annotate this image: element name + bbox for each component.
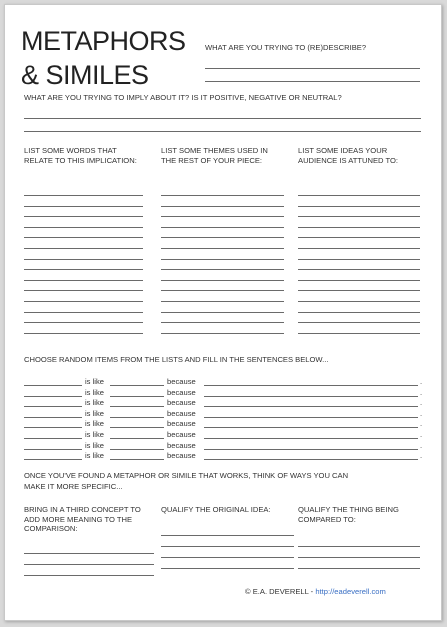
list-ideas-line[interactable] — [298, 333, 420, 334]
sentence-end-period: . — [420, 408, 423, 418]
list-words-line[interactable] — [24, 333, 143, 334]
list-themes-line[interactable] — [161, 312, 284, 313]
sentence-object-blank[interactable] — [110, 449, 164, 450]
sentence-subject-blank[interactable] — [24, 449, 82, 450]
sentence-end-period: . — [420, 377, 423, 386]
qualify-compared-heading: QUALIFY THE THING BEING COMPARED TO: — [298, 505, 399, 524]
imply-answer-line-1[interactable] — [24, 118, 421, 119]
because-label: because — [167, 440, 196, 450]
is-like-label: is like — [85, 408, 104, 418]
footer-url-link[interactable]: http://eadeverell.com — [315, 587, 386, 596]
qualify-original-line[interactable] — [161, 535, 294, 536]
third-concept-line[interactable] — [24, 553, 154, 554]
list-ideas-line[interactable] — [298, 269, 420, 270]
list-words-line[interactable] — [24, 280, 143, 281]
list-themes-line[interactable] — [161, 333, 284, 334]
sentence-object-blank[interactable] — [110, 438, 164, 439]
sentence-reason-blank[interactable] — [204, 449, 418, 450]
list-words-line[interactable] — [24, 227, 143, 228]
list-words-line[interactable] — [24, 269, 143, 270]
list-themes-line[interactable] — [161, 195, 284, 196]
sentence-end-period: . — [420, 451, 423, 461]
sentence-reason-blank[interactable] — [204, 417, 418, 418]
sentence-object-blank[interactable] — [110, 406, 164, 407]
because-label: because — [167, 419, 196, 429]
list-themes-line[interactable] — [161, 269, 284, 270]
list-themes-line[interactable] — [161, 259, 284, 260]
because-label: because — [167, 451, 196, 461]
qualify-compared-line[interactable] — [298, 546, 420, 547]
sentence-reason-blank[interactable] — [204, 438, 418, 439]
list-words-line[interactable] — [24, 322, 143, 323]
list-themes-line[interactable] — [161, 216, 284, 217]
sentence-subject-blank[interactable] — [24, 396, 82, 397]
sentence-object-blank[interactable] — [110, 427, 164, 428]
list-words-line[interactable] — [24, 259, 143, 260]
list-ideas-line[interactable] — [298, 280, 420, 281]
specific-instruction-line-1: ONCE YOU'VE FOUND A METAPHOR OR SIMILE THAT WORKS, THINK OF WAYS YOU CAN — [24, 471, 349, 480]
sentence-row — [24, 398, 424, 408]
list-themes-line[interactable] — [161, 237, 284, 238]
sentence-reason-blank[interactable] — [204, 385, 418, 386]
sentence-end-period: . — [420, 398, 423, 408]
because-label: because — [167, 408, 196, 418]
sentence-row — [24, 409, 424, 419]
list-words-line[interactable] — [24, 312, 143, 313]
sentence-object-blank[interactable] — [110, 396, 164, 397]
sentence-row — [24, 451, 424, 461]
sentence-end-period: . — [420, 387, 423, 397]
footer-copyright: © E.A. DEVERELL - — [245, 587, 316, 596]
list-words-line[interactable] — [24, 216, 143, 217]
list-themes-line[interactable] — [161, 280, 284, 281]
describe-answer-line-2[interactable] — [205, 81, 420, 82]
list-words-line[interactable] — [24, 301, 143, 302]
specific-instruction-line-2: MAKE IT MORE SPECIFIC... — [24, 482, 123, 491]
list-ideas-line[interactable] — [298, 216, 420, 217]
is-like-label: is like — [85, 440, 104, 450]
sentences-instruction: CHOOSE RANDOM ITEMS FROM THE LISTS AND FILL IN THE SENTENCES BELOW... — [24, 355, 329, 364]
is-like-label: is like — [85, 398, 104, 408]
list-themes-line[interactable] — [161, 227, 284, 228]
list-ideas-line[interactable] — [298, 248, 420, 249]
sentence-subject-blank[interactable] — [24, 385, 82, 386]
describe-question: WHAT ARE YOU TRYING TO (RE)DESCRIBE? — [205, 43, 367, 52]
list-ideas-line[interactable] — [298, 312, 420, 313]
list-themes-line[interactable] — [161, 206, 284, 207]
list-words-line[interactable] — [24, 248, 143, 249]
list-words-line[interactable] — [24, 195, 143, 196]
is-like-label: is like — [85, 387, 104, 397]
title-line-2: & SIMILES — [21, 60, 149, 90]
sentence-subject-blank[interactable] — [24, 417, 82, 418]
sentence-row — [24, 388, 424, 398]
sentence-row — [24, 430, 424, 440]
third-concept-heading: BRING IN A THIRD CONCEPT TO ADD MORE MEANING TO THE COMPARISON: — [24, 505, 141, 533]
list-themes-line[interactable] — [161, 248, 284, 249]
sentence-end-period: . — [420, 440, 423, 450]
sentence-subject-blank[interactable] — [24, 459, 82, 460]
list-ideas-line[interactable] — [298, 259, 420, 260]
is-like-label: is like — [85, 430, 104, 439]
imply-answer-line-2[interactable] — [24, 131, 421, 132]
sentence-row — [24, 419, 424, 429]
sentence-row — [24, 377, 424, 387]
third-concept-line[interactable] — [24, 575, 154, 576]
is-like-label: is like — [85, 377, 104, 386]
because-label: because — [167, 387, 196, 397]
sentence-reason-blank[interactable] — [204, 459, 418, 460]
qualify-compared-line[interactable] — [298, 568, 420, 569]
sentence-end-period: . — [420, 430, 423, 439]
list-words-line[interactable] — [24, 290, 143, 291]
list-ideas-line[interactable] — [298, 206, 420, 207]
qualify-compared-line[interactable] — [298, 557, 420, 558]
list-words-line[interactable] — [24, 237, 143, 238]
list-themes-line[interactable] — [161, 301, 284, 302]
because-label: because — [167, 430, 196, 439]
list-ideas-line[interactable] — [298, 227, 420, 228]
sentence-subject-blank[interactable] — [24, 427, 82, 428]
sentence-reason-blank[interactable] — [204, 396, 418, 397]
list-ideas-line[interactable] — [298, 290, 420, 291]
list-themes-line[interactable] — [161, 322, 284, 323]
because-label: because — [167, 377, 196, 386]
list-themes-line[interactable] — [161, 290, 284, 291]
list-words-line[interactable] — [24, 206, 143, 207]
worksheet-page — [4, 4, 442, 621]
qualify-original-line[interactable] — [161, 546, 294, 547]
because-label: because — [167, 398, 196, 408]
sentence-row — [24, 441, 424, 451]
third-concept-line[interactable] — [24, 564, 154, 565]
list-ideas-heading: LIST SOME IDEAS YOUR AUDIENCE IS ATTUNED TO: — [298, 146, 399, 165]
qualify-original-heading: QUALIFY THE ORIGINAL IDEA: — [161, 505, 271, 514]
list-ideas-line[interactable] — [298, 301, 420, 302]
footer-credit — [245, 587, 386, 597]
list-ideas-line[interactable] — [298, 237, 420, 238]
sentence-subject-blank[interactable] — [24, 438, 82, 439]
title-line-1: METAPHORS — [21, 26, 186, 56]
sentence-object-blank[interactable] — [110, 385, 164, 386]
list-words-heading: LIST SOME WORDS THAT RELATE TO THIS IMPLICATION: — [24, 146, 137, 165]
sentence-reason-blank[interactable] — [204, 406, 418, 407]
sentence-reason-blank[interactable] — [204, 427, 418, 428]
is-like-label: is like — [85, 419, 104, 429]
sentence-object-blank[interactable] — [110, 459, 164, 460]
qualify-original-line[interactable] — [161, 568, 294, 569]
qualify-original-line[interactable] — [161, 557, 294, 558]
sentence-end-period: . — [420, 419, 423, 429]
imply-question: WHAT ARE YOU TRYING TO IMPLY ABOUT IT? IS IT POSITIVE, NEGATIVE OR NEUTRAL? — [24, 93, 342, 102]
describe-answer-line-1[interactable] — [205, 68, 420, 69]
is-like-label: is like — [85, 451, 104, 461]
sentence-subject-blank[interactable] — [24, 406, 82, 407]
list-ideas-line[interactable] — [298, 195, 420, 196]
sentence-object-blank[interactable] — [110, 417, 164, 418]
list-ideas-line[interactable] — [298, 322, 420, 323]
list-themes-heading: LIST SOME THEMES USED IN THE REST OF YOUR PIECE: — [161, 146, 268, 165]
